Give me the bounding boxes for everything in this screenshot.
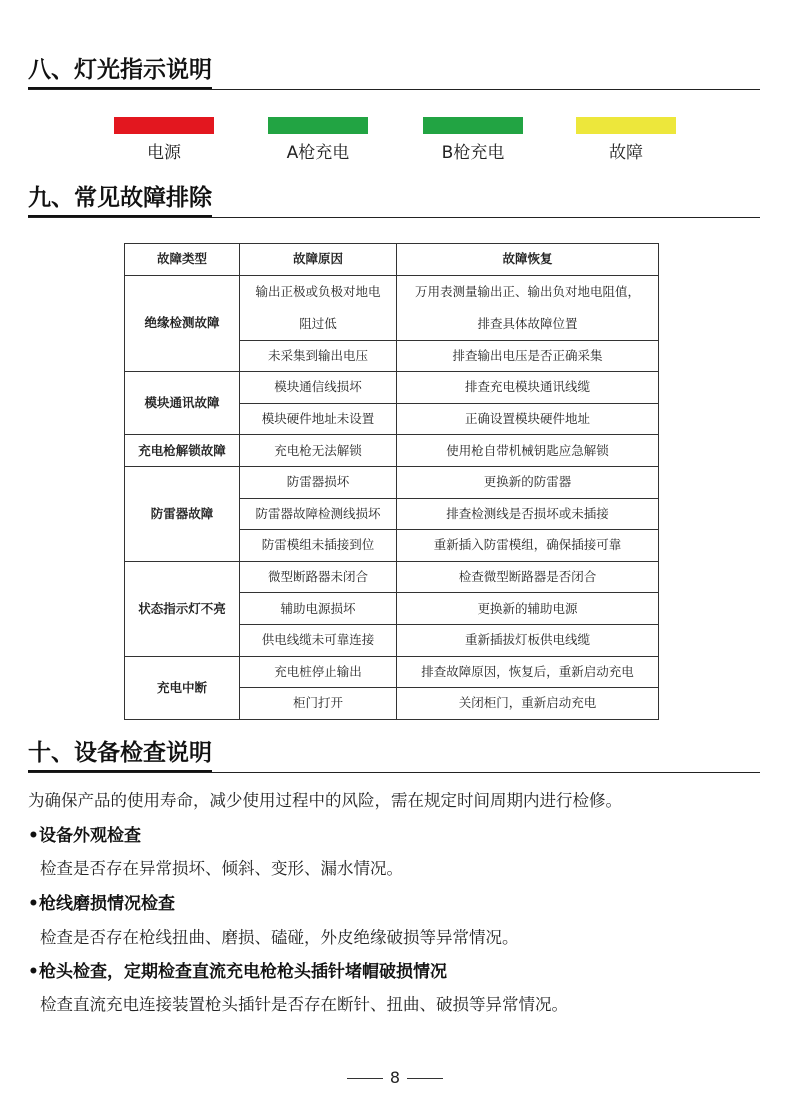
header-fault-type: 故障类型 — [125, 244, 240, 276]
fault-cause-cell: 微型断路器未闭合 — [240, 561, 397, 593]
legend-item-gun-b — [423, 117, 523, 164]
section-heading-fault — [28, 183, 760, 218]
check-item-desc: 检查是否存在异常损坏、倾斜、变形、漏水情况。 — [40, 859, 403, 878]
cause-line: 阻过低 — [299, 315, 337, 331]
table-row — [125, 656, 659, 688]
fault-fix-cell: 关闭柜门，重新启动充电 — [397, 688, 659, 720]
legend-swatch — [114, 117, 214, 134]
check-title-text: 枪线磨损情况检查 — [39, 894, 175, 914]
section-heading-check — [28, 738, 760, 773]
fault-fix-cell: 排查充电模块通讯线缆 — [397, 372, 659, 404]
check-item-desc: 检查直流充电连接装置枪头插针是否存在断针、扭曲、破损等异常情况。 — [40, 995, 568, 1014]
check-title-text: 枪头检查，定期检查直流充电枪枪头插针堵帽破损情况 — [39, 962, 447, 982]
fault-fix-cell: 排查检测线是否损坏或未插接 — [397, 498, 659, 530]
table-header-row — [125, 244, 659, 276]
fault-cause-cell: 充电枪无法解锁 — [240, 435, 397, 467]
legend-label: B枪充电 — [441, 143, 505, 163]
fault-cause-cell: 未采集到输出电压 — [240, 340, 397, 372]
fault-fix-cell: 排查输出电压是否正确采集 — [397, 340, 659, 372]
fault-cause-cell: 辅助电源损坏 — [240, 593, 397, 625]
page-footer — [0, 1068, 790, 1087]
fault-cause-cell: 防雷器故障检测线损坏 — [240, 498, 397, 530]
header-fault-cause: 故障原因 — [240, 244, 397, 276]
fault-fix-cell: 更换新的辅助电源 — [397, 593, 659, 625]
fault-type-cell: 绝缘检测故障 — [125, 275, 240, 372]
legend-swatch — [576, 117, 676, 134]
fault-type-cell: 防雷器故障 — [125, 466, 240, 561]
bullet-icon: • — [28, 826, 39, 846]
fault-fix-cell: 排查故障原因，恢复后，重新启动充电 — [397, 656, 659, 688]
table-row — [125, 372, 659, 404]
page-number: 8 — [389, 1068, 401, 1087]
bullet-icon: • — [28, 894, 39, 914]
section-heading-light — [28, 55, 760, 90]
fault-type-cell: 状态指示灯不亮 — [125, 561, 240, 656]
fault-cause-cell: 充电桩停止输出 — [240, 656, 397, 688]
section-title-fault: 九、常见故障排除 — [28, 183, 212, 218]
fault-fix-cell: 正确设置模块硬件地址 — [397, 403, 659, 435]
heading-rule — [28, 217, 760, 218]
fault-type-cell: 模块通讯故障 — [125, 372, 240, 435]
legend-item-power — [114, 117, 214, 164]
fault-fix-cell: 重新插拔灯板供电线缆 — [397, 624, 659, 656]
table-row — [125, 435, 659, 467]
fault-fix-cell: 使用枪自带机械钥匙应急解锁 — [397, 435, 659, 467]
bullet-icon: • — [28, 962, 39, 982]
fault-type-cell: 充电枪解锁故障 — [125, 435, 240, 467]
section-title-check: 十、设备检查说明 — [28, 738, 212, 773]
check-item-desc: 检查是否存在枪线扭曲、磨损、磕碰，外皮绝缘破损等异常情况。 — [40, 928, 519, 947]
check-item-title — [28, 821, 141, 846]
fault-fix-cell — [397, 275, 659, 340]
section-title-light: 八、灯光指示说明 — [28, 55, 212, 90]
legend-swatch — [423, 117, 523, 134]
legend-item-fault — [576, 117, 676, 164]
check-intro: 为确保产品的使用寿命，减少使用过程中的风险，需在规定时间周期内进行检修。 — [28, 791, 622, 810]
fault-cause-cell: 模块硬件地址未设置 — [240, 403, 397, 435]
footer-dash — [407, 1078, 443, 1079]
heading-rule — [28, 89, 760, 90]
legend-label: A枪充电 — [286, 143, 350, 163]
legend-label: 故障 — [609, 143, 643, 163]
fix-line: 排查具体故障位置 — [477, 315, 578, 331]
table-row — [125, 561, 659, 593]
legend-label: 电源 — [147, 143, 181, 163]
fault-cause-cell: 柜门打开 — [240, 688, 397, 720]
cause-line: 输出正极或负极对地电 — [255, 283, 381, 299]
check-item-title — [28, 889, 175, 914]
fault-fix-cell: 检查微型断路器是否闭合 — [397, 561, 659, 593]
check-item-title — [28, 957, 447, 982]
header-fault-fix: 故障恢复 — [397, 244, 659, 276]
fault-cause-cell: 防雷器损坏 — [240, 466, 397, 498]
table-row — [125, 466, 659, 498]
fault-cause-cell — [240, 275, 397, 340]
fault-cause-cell: 模块通信线损坏 — [240, 372, 397, 404]
legend-item-gun-a — [268, 117, 368, 164]
legend-swatch — [268, 117, 368, 134]
fault-table — [124, 243, 659, 720]
fault-cause-cell: 防雷模组未插接到位 — [240, 530, 397, 562]
check-title-text: 设备外观检查 — [39, 826, 141, 846]
fault-type-cell: 充电中断 — [125, 656, 240, 719]
fault-cause-cell: 供电线缆未可靠连接 — [240, 624, 397, 656]
fault-fix-cell: 更换新的防雷器 — [397, 466, 659, 498]
footer-dash — [347, 1078, 383, 1079]
fix-line: 万用表测量输出正、输出负对地电阻值， — [414, 283, 640, 299]
fault-fix-cell: 重新插入防雷模组，确保插接可靠 — [397, 530, 659, 562]
heading-rule — [28, 772, 760, 773]
